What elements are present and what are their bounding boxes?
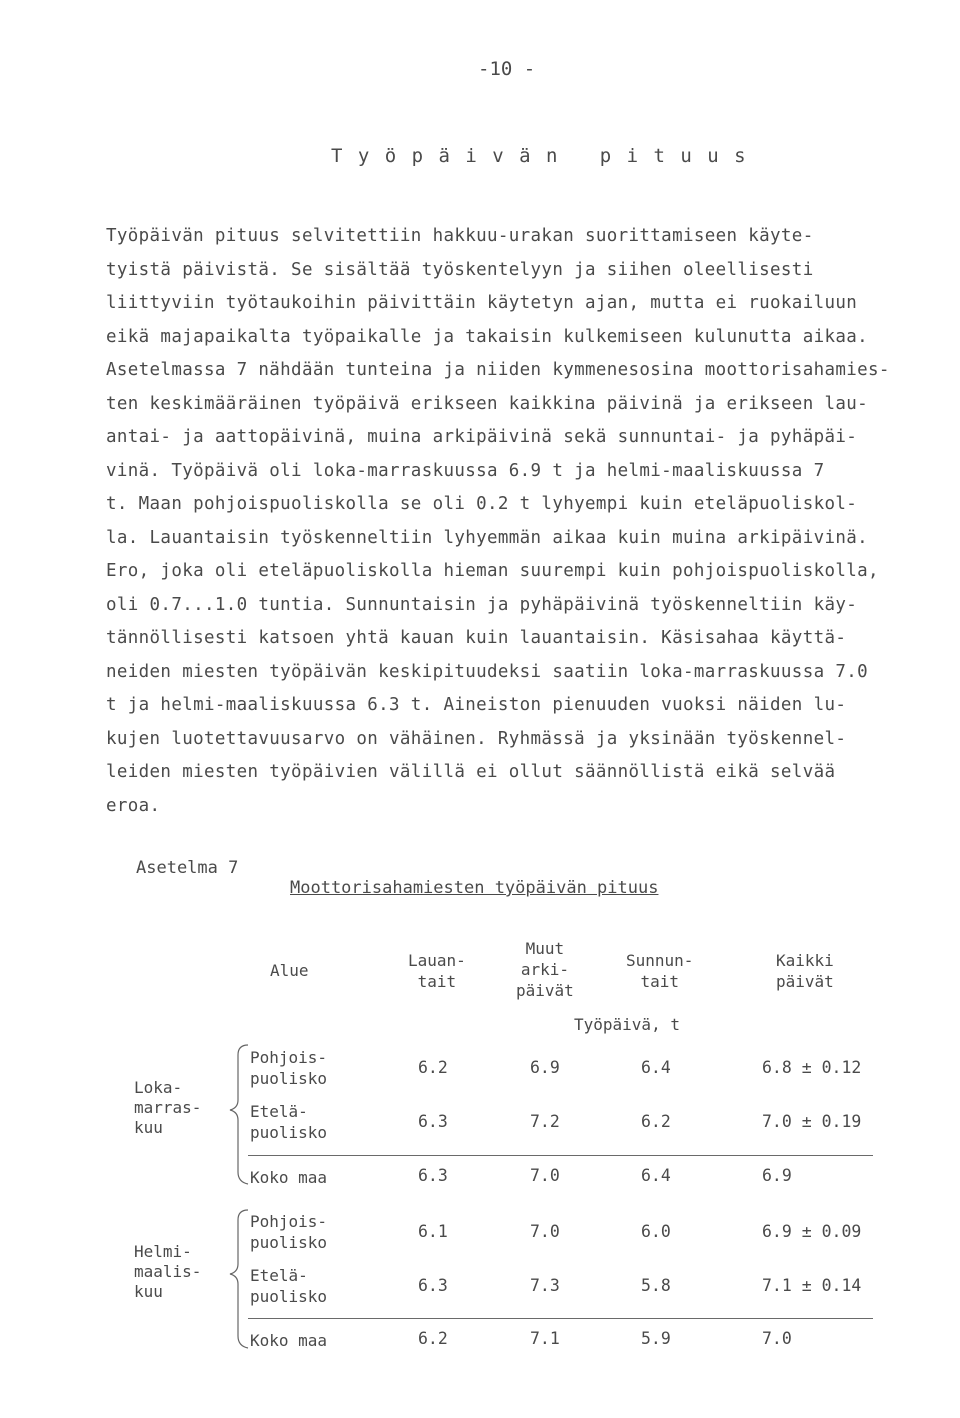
paragraph-line: oli 0.7...1.0 tuntia. Sunnuntaisin ja pyhäpäivinä työskenneltiin käy- bbox=[106, 594, 858, 615]
region-label: Etelä- puolisko bbox=[250, 1266, 328, 1306]
unit-label: Työpäivä, t bbox=[574, 1015, 680, 1034]
table-cell: 7.3 bbox=[530, 1276, 560, 1295]
paragraph-line: neiden miesten työpäivän keskipituudeksi saatiin loka-marraskuussa 7.0 bbox=[106, 661, 869, 682]
table-cell: 5.9 bbox=[641, 1329, 671, 1348]
paragraph-line: tännöllisesti katsoen yhtä kauan kuin lauantaisin. Käsisahaa käyttä- bbox=[106, 628, 847, 648]
table-cell: 6.4 bbox=[641, 1058, 671, 1077]
header-saturdays: Lauan- tait bbox=[408, 951, 466, 991]
header-area: Alue bbox=[270, 961, 309, 980]
table-cell: 6.3 bbox=[418, 1166, 448, 1185]
table-cell: 7.0 bbox=[530, 1222, 560, 1241]
table-cell: 6.9 bbox=[762, 1166, 792, 1185]
region-label: Koko maa bbox=[250, 1331, 328, 1350]
paragraph-line: leiden miesten työpäivien välillä ei ollut säännöllistä eikä selvää bbox=[106, 762, 836, 782]
paragraph-line: ten keskimääräinen työpäivä erikseen kaikkina päivinä ja erikseen lau- bbox=[106, 393, 869, 414]
table-cell: 6.3 bbox=[418, 1112, 448, 1131]
table-cell: 7.0 ± 0.19 bbox=[762, 1112, 862, 1131]
header-all-days: Kaikki päivät bbox=[776, 951, 834, 991]
region-label: Pohjois- puolisko bbox=[250, 1212, 328, 1252]
table-cell: 7.2 bbox=[530, 1112, 560, 1131]
table-cell: 7.0 bbox=[530, 1166, 560, 1185]
paragraph-line: eikä majapaikalta työpaikalle ja takaisin kulkemiseen kulunutta aikaa. bbox=[106, 326, 869, 347]
table-cell: 6.4 bbox=[641, 1166, 671, 1185]
page-number: -10 - bbox=[478, 58, 536, 80]
paragraph-line: tyistä päivistä. Se sisältää työskentelyyn ja siihen oleellisesti bbox=[106, 259, 814, 280]
header-sundays: Sunnun- tait bbox=[626, 951, 694, 991]
table-cell: 6.8 ± 0.12 bbox=[762, 1058, 862, 1077]
table-cell: 6.3 bbox=[418, 1276, 448, 1295]
paragraph-line: t ja helmi-maaliskuussa 6.3 t. Aineiston pienuuden vuoksi näiden lu- bbox=[106, 695, 847, 715]
paragraph-line: Asetelmassa 7 nähdään tunteina ja niiden kymmenesosina moottorisahamies- bbox=[106, 360, 890, 380]
table-cell: 6.2 bbox=[418, 1058, 448, 1077]
table-cell: 6.2 bbox=[641, 1112, 671, 1131]
table-cell: 6.9 ± 0.09 bbox=[762, 1222, 862, 1241]
paragraph-line: Ero, joka oli eteläpuoliskolla hieman suurempi kuin pohjoispuoliskolla, bbox=[106, 561, 879, 581]
paragraph-line: Työpäivän pituus selvitettiin hakkuu-urakan suorittamiseen käyte- bbox=[106, 226, 814, 246]
region-label: Etelä- puolisko bbox=[250, 1102, 328, 1142]
table-cell: 6.9 bbox=[530, 1058, 560, 1077]
table-cell: 7.1 ± 0.14 bbox=[762, 1276, 862, 1295]
group-label: Helmi- maalis- kuu bbox=[134, 1242, 202, 1301]
table-title: Moottorisahamiesten työpäivän pituus bbox=[290, 878, 659, 898]
table-cell: 7.0 bbox=[762, 1329, 792, 1348]
paragraph-line: antai- ja aattopäivinä, muina arkipäivinä sekä sunnuntai- ja pyhäpäi- bbox=[106, 427, 858, 447]
paragraph-line: kujen luotettavuusarvo on vähäinen. Ryhmässä ja yksinään työskennel- bbox=[106, 728, 847, 749]
subtotal-rule bbox=[248, 1318, 873, 1319]
region-label: Pohjois- puolisko bbox=[250, 1048, 328, 1088]
paragraph-line: t. Maan pohjoispuoliskolla se oli 0.2 t lyhyempi kuin eteläpuoliskol- bbox=[106, 494, 858, 514]
group-label: Loka- marras- kuu bbox=[134, 1078, 202, 1137]
group-brace-2 bbox=[230, 1210, 248, 1348]
table-cell: 7.1 bbox=[530, 1329, 560, 1348]
section-heading: T y ö p ä i v ä n p i t u u s bbox=[331, 145, 748, 167]
table-cell: 6.2 bbox=[418, 1329, 448, 1348]
table-cell: 6.1 bbox=[418, 1222, 448, 1241]
group-brace-1 bbox=[230, 1045, 248, 1184]
header-other-weekdays: Muut arki- päivät bbox=[516, 939, 574, 1000]
subtotal-rule bbox=[248, 1155, 873, 1156]
table-caption: Asetelma 7 bbox=[136, 858, 239, 878]
paragraph-line: vinä. Työpäivä oli loka-marraskuussa 6.9 t ja helmi-maaliskuussa 7 bbox=[106, 460, 825, 481]
paragraph-line: liittyviin työtaukoihin päivittäin käytetyn ajan, mutta ei ruokailuun bbox=[106, 293, 858, 313]
paragraph-line: eroa. bbox=[106, 795, 161, 816]
region-label: Koko maa bbox=[250, 1168, 328, 1187]
table-cell: 5.8 bbox=[641, 1276, 671, 1295]
paragraph-line: la. Lauantaisin työskenneltiin lyhyemmän aikaa kuin muina arkipäivinä. bbox=[106, 527, 869, 548]
table-cell: 6.0 bbox=[641, 1222, 671, 1241]
